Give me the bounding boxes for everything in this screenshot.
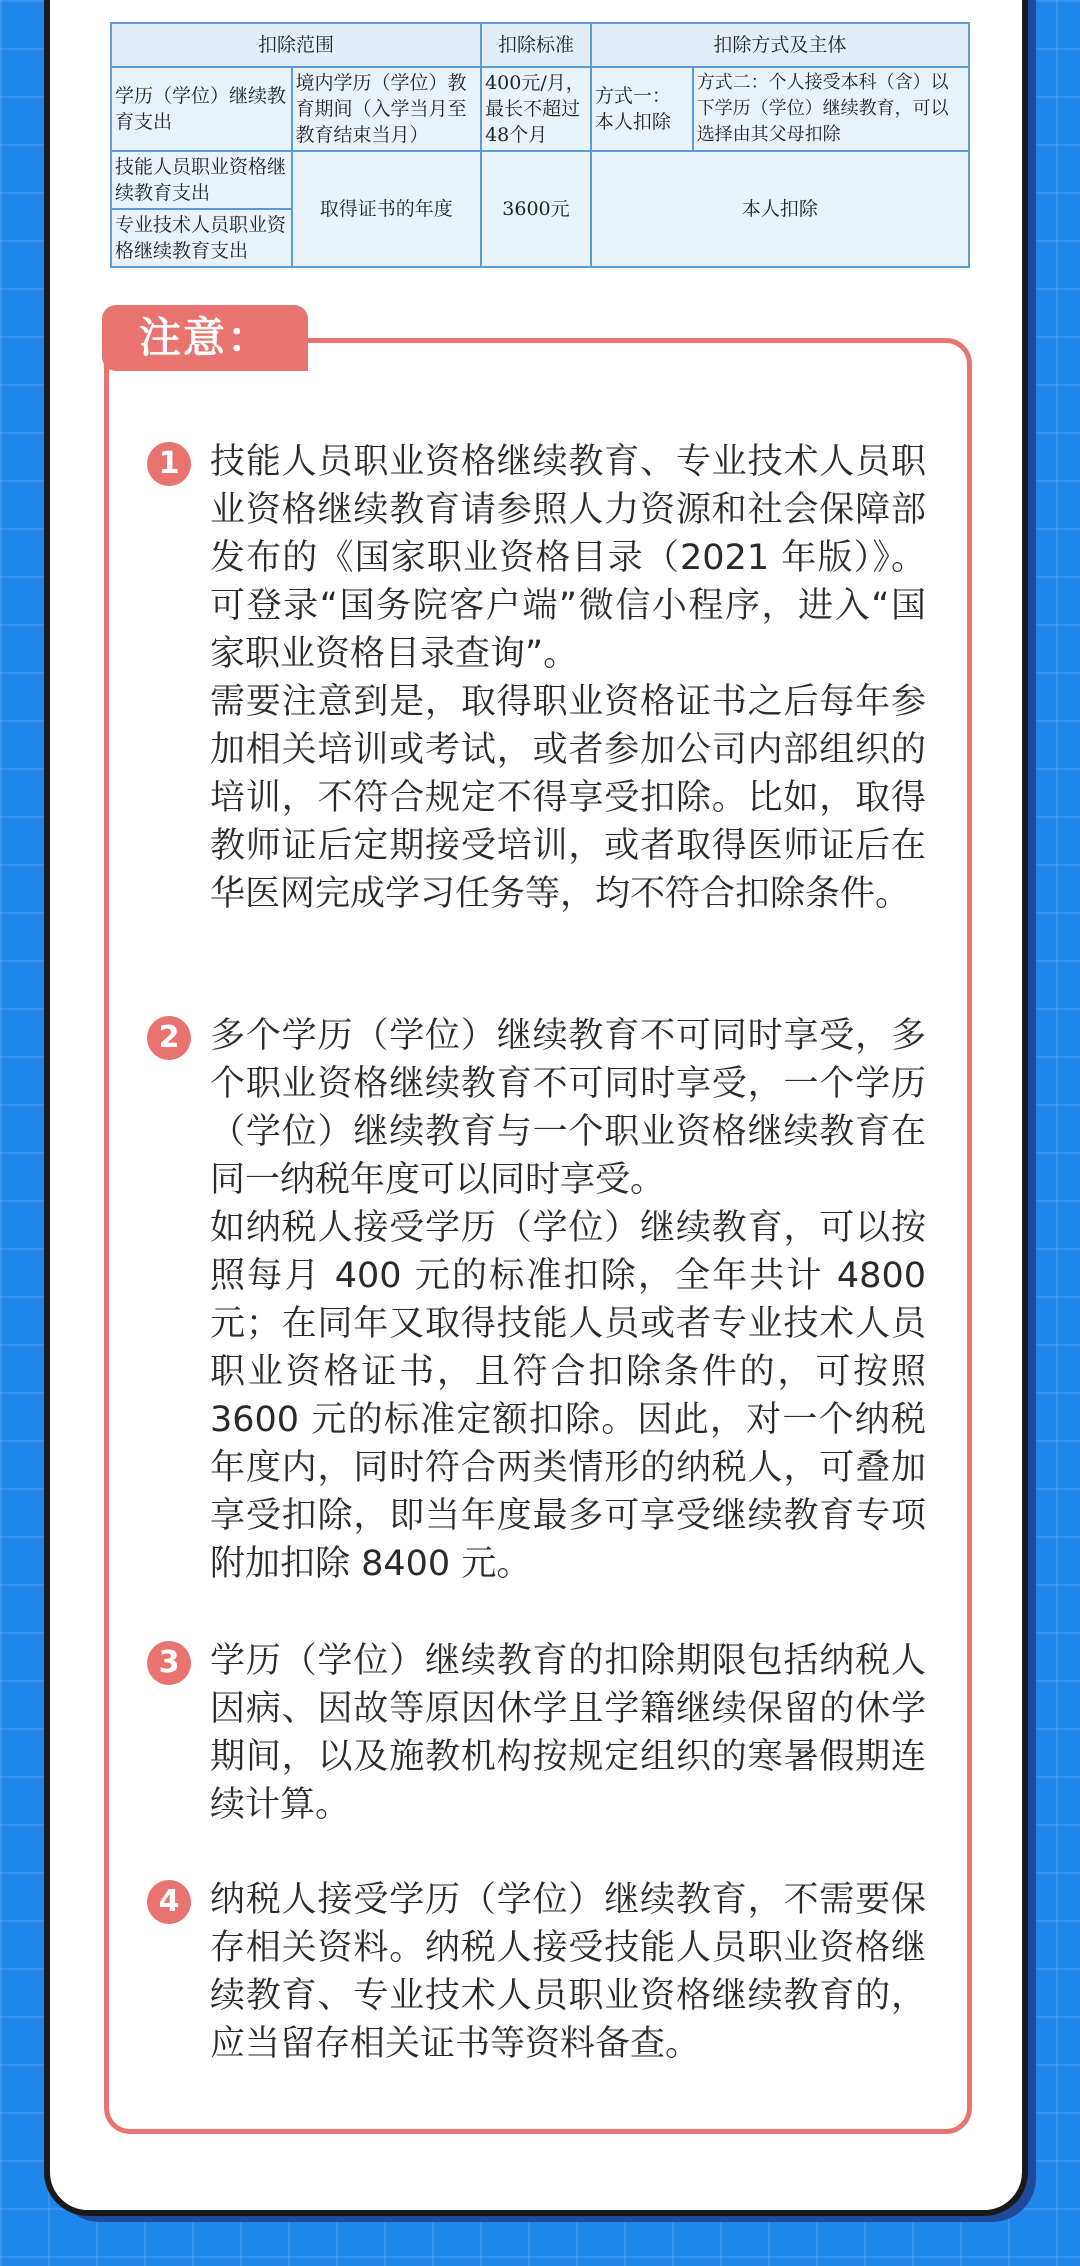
number-badge-3: 3 bbox=[147, 1641, 191, 1685]
deduction-table bbox=[110, 22, 970, 268]
notice-title: 注意： bbox=[102, 305, 308, 371]
header-standard: 扣除标准 bbox=[481, 23, 591, 67]
notice-item-text: 纳税人接受学历（学位）继续教育，不需要保存相关资料。纳税人接受技能人员职业资格继续教育、专业技术人员职业资格继续教育的，应当留存相关证书等资料备查。 bbox=[210, 1880, 926, 2064]
table-row bbox=[111, 67, 969, 151]
notice-item-text: 需要注意到是，取得职业资格证书之后每年参加相关培训或考试，或者参加公司内部组织的培训，不符合规定不得享受扣除。比如，取得教师证后定期接受培训，或者取得医师证后在华医网完成学习任务等，均不符合扣除条件。 bbox=[210, 682, 926, 914]
number-badge-1: 1 bbox=[147, 442, 191, 486]
notice-item-3 bbox=[210, 1637, 926, 1829]
cell-standard: 400元/月，最长不超过48个月 bbox=[481, 67, 591, 151]
cell-category: 技能人员职业资格继续教育支出 bbox=[111, 151, 292, 209]
notice-item-2 bbox=[210, 1012, 926, 1588]
notice-item-4 bbox=[210, 1876, 926, 2068]
notice-item-text: 多个学历（学位）继续教育不可同时享受，多个职业资格继续教育不可同时享受，一个学历（学位）继续教育与一个职业资格继续教育在同一纳税年度可以同时享受。 bbox=[210, 1016, 926, 1200]
cell-category: 专业技术人员职业资格继续教育支出 bbox=[111, 209, 292, 267]
notice-item-text: 如纳税人接受学历（学位）继续教育，可以按照每月 400 元的标准扣除，全年共计 4800 元；在同年又取得技能人员或者专业技术人员职业资格证书，且符合扣除条件的，可按照 3600 元的标准定额扣除。因此，对一个纳税年度内，同时符合两类情形的纳税人，可叠加享受扣除，即当年度最多可享受继续教育专项附加扣除 8400 元。 bbox=[210, 1208, 926, 1584]
header-scope: 扣除范围 bbox=[111, 23, 481, 67]
header-method: 扣除方式及主体 bbox=[591, 23, 969, 67]
number-badge-4: 4 bbox=[147, 1880, 191, 1924]
notice-item-1 bbox=[210, 438, 926, 918]
table-header-row bbox=[111, 23, 969, 67]
cell-method-1: 方式一：本人扣除 bbox=[591, 67, 693, 151]
cell-period: 境内学历（学位）教育期间（入学当月至教育结束当月） bbox=[292, 67, 482, 151]
number-badge-2: 2 bbox=[147, 1016, 191, 1060]
cell-period: 取得证书的年度 bbox=[292, 151, 482, 267]
table-row bbox=[111, 151, 969, 209]
cell-method-2: 方式二：个人接受本科（含）以下学历（学位）继续教育，可以选择由其父母扣除 bbox=[693, 67, 969, 151]
notice-item-text: 学历（学位）继续教育的扣除期限包括纳税人因病、因故等原因休学且学籍继续保留的休学期间，以及施教机构按规定组织的寒暑假期连续计算。 bbox=[210, 1641, 926, 1825]
cell-category: 学历（学位）继续教育支出 bbox=[111, 67, 292, 151]
notice-item-text: 技能人员职业资格继续教育、专业技术人员职业资格继续教育请参照人力资源和社会保障部发布的《国家职业资格目录（2021 年版）》。可登录“国务院客户端”微信小程序，进入“国家职业资格目录查询”。 bbox=[210, 442, 926, 674]
cell-method: 本人扣除 bbox=[591, 151, 969, 267]
cell-standard: 3600元 bbox=[481, 151, 591, 267]
